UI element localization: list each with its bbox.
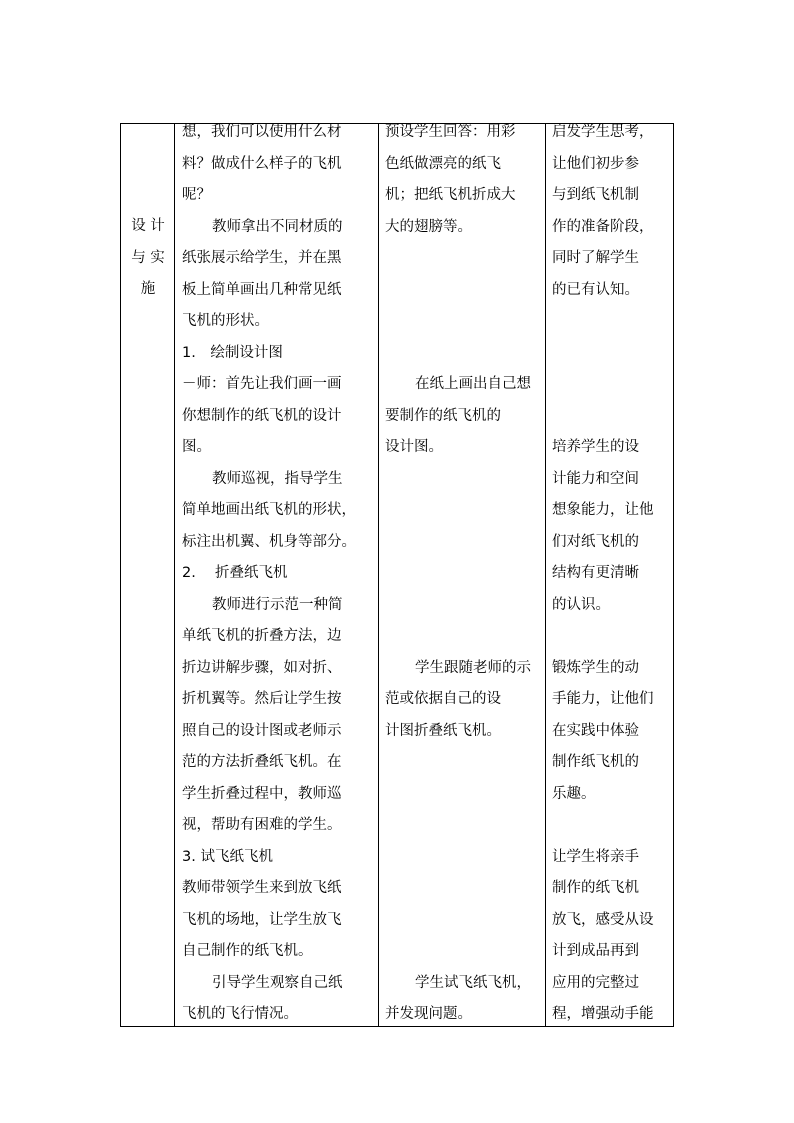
teacher-text-line: 教师进行示范一种简: [212, 596, 343, 613]
teacher-text-line: 视，帮助有困难的学生。: [182, 817, 342, 833]
intent-text-line: 制作的纸飞机: [552, 880, 639, 896]
intent-text-line: 们对纸飞机的: [552, 533, 639, 550]
teacher-text-line: －师：首先让我们画一画: [182, 376, 342, 392]
teacher-text-line: 教师带领学生来到放飞纸: [182, 880, 342, 896]
student-text-line: 预设学生回答：用彩: [385, 124, 516, 140]
intent-text-line: 启发学生思考，: [552, 124, 654, 140]
step-heading: 3. 试飞纸飞机: [182, 848, 273, 865]
student-text-line: 并发现问题。: [385, 1006, 472, 1022]
teacher-text-line: 呢？: [182, 187, 211, 203]
student-text-line: 范或依据自己的设: [385, 691, 501, 707]
step-heading: 1. 绘制设计图: [182, 344, 283, 361]
intent-text-line: 放飞，感受从设: [552, 911, 654, 928]
intent-text-line: 计到成品再到: [552, 943, 639, 959]
teacher-text-line: 折边讲解步骤，如对折、: [182, 659, 342, 676]
section-label: 设 计: [131, 218, 165, 234]
section-label-cell: [122, 211, 174, 306]
teacher-text-line: 教师拿出不同材质的: [212, 218, 343, 235]
teacher-text-line: 照自己的设计图或老师示: [182, 722, 342, 739]
intent-text-line: 结构有更清晰: [552, 565, 639, 581]
section-label: 施: [140, 281, 156, 297]
student-text-line: 要制作的纸飞机的: [385, 407, 501, 424]
teacher-text-line: 板上简单画出几种常见纸: [182, 281, 342, 298]
intent-text-line: 制作纸飞机的: [552, 754, 639, 770]
intent-text-line: 的已有认知。: [552, 281, 639, 298]
teacher-text-line: 你想制作的纸飞机的设计: [182, 407, 342, 424]
teacher-text-line: 范的方法折叠纸飞机。在: [182, 754, 342, 770]
intent-text-line: 乐趣。: [552, 785, 596, 802]
teacher-text-line: 想，我们可以使用什么材: [182, 124, 342, 140]
teacher-text-line: 教师巡视，指导学生: [212, 470, 343, 487]
column-divider: [545, 123, 546, 1027]
student-text-line: 学生跟随老师的示: [415, 659, 531, 676]
intent-text-line: 手能力，让他们: [552, 691, 654, 707]
intent-text-line: 让学生将亲手: [552, 848, 639, 865]
column-divider: [174, 123, 175, 1027]
student-text-line: 设计图。: [385, 439, 443, 455]
section-label: 与 实: [131, 249, 165, 266]
intent-text-line: 让他们初步参: [552, 155, 639, 172]
student-text-line: 色纸做漂亮的纸飞: [385, 155, 501, 172]
teacher-activity-cell: [182, 117, 376, 1031]
teacher-text-line: 标注出机翼、机身等部分。: [182, 533, 356, 550]
teacher-text-line: 学生折叠过程中，教师巡: [182, 785, 342, 802]
design-intent-cell: [552, 117, 672, 1031]
intent-text-line: 锻炼学生的动: [552, 659, 639, 676]
teacher-text-line: 图。: [182, 439, 211, 455]
teacher-text-line: 料？做成什么样子的飞机: [182, 155, 342, 172]
intent-text-line: 在实践中体验: [552, 722, 639, 739]
intent-text-line: 作的准备阶段，: [552, 218, 654, 235]
intent-text-line: 同时了解学生: [552, 250, 639, 266]
student-text-line: 机；把纸飞机折成大: [385, 187, 516, 203]
teacher-text-line: 纸张展示给学生，并在黑: [182, 250, 342, 266]
student-activity-cell: [385, 117, 543, 1031]
teacher-text-line: 引导学生观察自己纸: [212, 974, 343, 991]
teacher-text-line: 飞机的场地，让学生放飞: [182, 911, 342, 928]
intent-text-line: 想象能力，让他: [552, 502, 654, 518]
teacher-text-line: 飞机的飞行情况。: [182, 1006, 298, 1022]
student-text-line: 大的翅膀等。: [385, 218, 472, 235]
student-text-line: 在纸上画出自己想: [415, 376, 531, 392]
student-text-line: 学生试飞纸飞机，: [415, 974, 531, 991]
teacher-text-line: 折机翼等。然后让学生按: [182, 691, 342, 707]
intent-text-line: 计能力和空间: [552, 470, 639, 487]
intent-text-line: 与到纸飞机制: [552, 187, 639, 203]
intent-text-line: 的认识。: [552, 596, 610, 613]
teacher-text-line: 自己制作的纸飞机。: [182, 943, 313, 959]
step-heading: 2. 折叠纸飞机: [182, 565, 288, 581]
intent-text-line: 培养学生的设: [552, 439, 639, 455]
intent-text-line: 程，增强动手能: [552, 1006, 654, 1022]
teacher-text-line: 飞机的形状。: [182, 313, 269, 329]
teacher-text-line: 单纸飞机的折叠方法，边: [182, 628, 342, 644]
teacher-text-line: 简单地画出纸飞机的形状，: [182, 502, 356, 518]
column-divider: [378, 123, 379, 1027]
intent-text-line: 应用的完整过: [552, 974, 639, 991]
student-text-line: 计图折叠纸飞机。: [385, 722, 501, 739]
